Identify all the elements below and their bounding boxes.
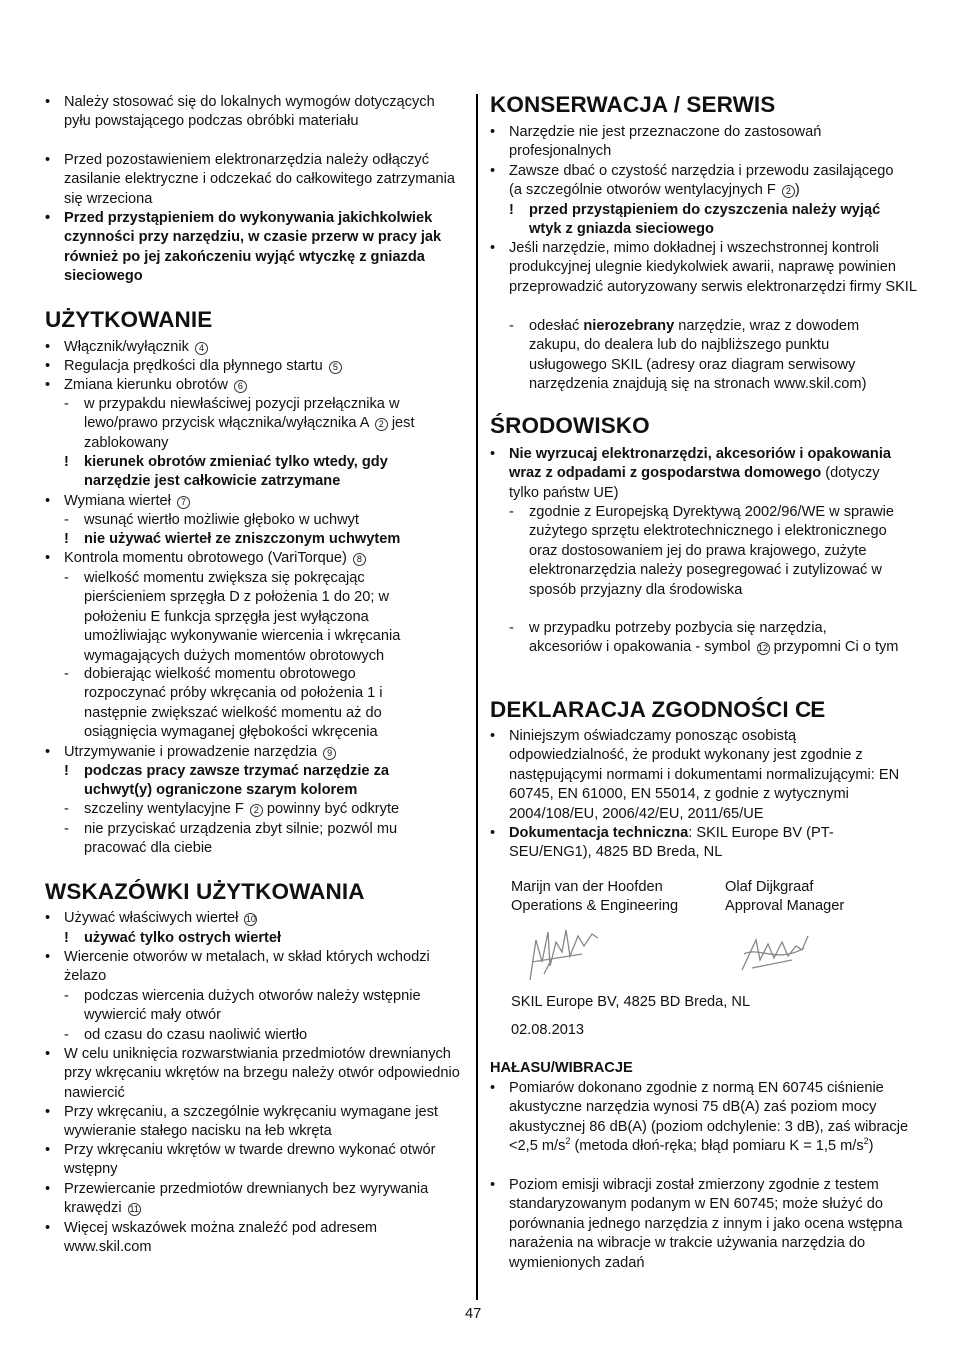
ref-number: 6: [234, 380, 247, 393]
list-item: • Włącznik/wyłącznik 4: [45, 338, 465, 357]
ref-number: 12: [757, 643, 768, 654]
ref-number: 9: [323, 747, 336, 760]
list-item: • Należy stosować się do lokalnych wymogów dotyczących pyłu powstającego podczas obróbki materiału: [45, 93, 465, 132]
list-item: • Pomiarów dokonano zgodnie z normą EN 60745 ciśnienie akustyczne narzędzia wynosi 75 dB(A) zaś poziom mocy akustycznej 86 dB(A) (poziom odchylenie: 3 dB), zaś wibracje <2,5 $m/s^2$ (metoda dłoń-ręka; błąd pomiaru K = 1,5 $m/s^2$): [490, 1079, 910, 1157]
list-item: • Dokumentacja techniczna: SKIL Europe BV (PT-SEU/ENG1), 4825 BD Breda, NL: [490, 824, 910, 863]
list-subitem: - dobierając wielkość momentu obrotowego rozpoczynać próby wkręcania od położenia 1 i następnie zwiększać wielkość momentu aż do osiągnięcia wymaganej głębokości wkręcenia: [64, 665, 414, 743]
ref-number: 10: [245, 914, 256, 924]
list-item: • Przy wkręcaniu wkrętów w twarde drewno wykonać otwór wstępny: [45, 1141, 465, 1180]
list-item: • Niniejszym oświadczamy ponosząc osobistą odpowiedzialność, że produkt wykonany jest zgodnie z następującymi normami i dokumentami normalizującymi: EN 60745, EN 61000, EN 55014, z godnie z wytycznymi 2004/108/EU, 2006/42/EU, 2011/65/UE: [490, 727, 910, 824]
list-subitem: - zgodnie z Europejską Dyrektywą 2002/96/WE w sprawie zużytego sprzętu elektrotechnicznego i elektronicznego oraz dostosowaniem jej do prawa krajowego, zużyte elektronarzędzia należy posegregować i zutylizować w sposób przyjazny dla środowiska: [509, 503, 899, 600]
ref-number: 2: [250, 804, 263, 817]
list-subitem: - nie przyciskać urządzenia zbyt silnie; pozwól mu pracować dla ciebie: [64, 820, 429, 859]
list-item: • Wymiana wierteł 7: [45, 492, 465, 511]
list-item: • Przed pozostawieniem elektronarzędzia należy odłączyć zasilanie elektryczne i odczekać do całkowitego zatrzymania się wrzeciona: [45, 151, 465, 209]
ref-number: 11: [129, 1204, 139, 1215]
section-heading-deklaracja: DEKLARACJA ZGODNOŚCI CE: [490, 697, 825, 722]
warning-item: ! podczas pracy zawsze trzymać narzędzie za uchwyt(y) ograniczone szarym kolorem: [64, 762, 429, 801]
warning-item: ! przed przystąpieniem do czyszczenia należy wyjąć wtyk z gniazda sieciowego: [509, 201, 891, 240]
list-item: • Więcej wskazówek można znaleźć pod adresem www.skil.com: [45, 1219, 465, 1258]
ref-number: 2: [375, 418, 388, 431]
list-item: • Jeśli narzędzie, mimo dokładnej i wszechstronnej kontroli produkcyjnej ulegnie kiedykolwiek awarii, naprawę powinien przeprowadzić autoryzowany serwis elektronarzędzi firmy SKIL: [490, 239, 919, 297]
list-item: • Przewiercanie przedmiotów drewnianych bez wyrywania krawędzi 11: [45, 1180, 465, 1219]
list-item: • Kontrola momentu obrotowego (VariTorque) 8: [45, 549, 465, 568]
list-item: • Przed przystąpieniem do wykonywania jakichkolwiek czynności przy narzędziu, w czasie przerw w pracy jak również po jej zakończeniu wyjąć wtyczkę z gniazda sieciowego: [45, 209, 444, 287]
list-item: • W celu uniknięcia rozwarstwiania przedmiotów drewnianych przy wkręcaniu wkrętów na brzegu należy otwór odpowiednio nawiercić: [45, 1045, 465, 1103]
list-subitem: - w przypakdu niewłaściwej pozycji przełącznika w lewo/prawo przycisk włącznika/wyłącznika A 2 jest zablokowany: [64, 395, 429, 453]
list-item: • Zmiana kierunku obrotów 6: [45, 376, 465, 395]
list-item: • Wiercenie otworów w metalach, w skład których wchodzi żelazo: [45, 948, 465, 987]
list-item: • Przy wkręcaniu, a szczególnie wykręcaniu wymagane jest wywieranie stałego nacisku na łeb wkręta: [45, 1103, 465, 1142]
section-heading-konserwacja: KONSERWACJA / SERWIS: [490, 92, 776, 117]
list-subitem: - wielkość momentu zwiększa się pokręcając pierścieniem sprzęgła D z położenia 1 do 20; w położeniu E funkcja sprzęgła jest wyłączona umożliwiając wykonywanie wiercenia i wkręcania wymagających dużych momentów obrotowych: [64, 569, 429, 666]
section-heading-uzytkowanie: UŻYTKOWANIE: [45, 307, 213, 332]
page-number: 47: [465, 1306, 482, 1322]
list-subitem: - odesłać nierozebrany narzędzie, wraz z dowodem zakupu, do dealera lub do najbliższego punktu usługowego SKIL (adresy oraz diagram serwisowy narzędzenia znajdują się na stronach www.skil.com): [509, 317, 897, 395]
ref-number: 5: [329, 361, 342, 374]
list-item: • Nie wyrzucaj elektronarzędzi, akcesoriów i opakowania wraz z odpadami z gospodarstwa domowego (dotyczy tylko państw UE): [490, 445, 910, 503]
list-subitem: - szczeliny wentylacyjne F 2 powinny być odkryte: [64, 800, 454, 819]
signatory-1: Marijn van der Hoofden Operations & Engineering: [511, 879, 679, 915]
declaration-date: 02.08.2013: [511, 1022, 585, 1038]
column-divider: [476, 94, 478, 1300]
signature-1-image: [522, 922, 602, 984]
list-subitem: - podczas wiercenia dużych otworów należy wstępnie wywiercić mały otwór: [64, 987, 454, 1026]
list-item: • Narzędzie nie jest przeznaczone do zastosowań profesjonalnych: [490, 123, 910, 162]
list-subitem: - w przypadku potrzeby pozbycia się narzędzia, akcesoriów i opakowania - symbol 12 przypomni Ci o tym: [509, 619, 899, 658]
signatory-2: Olaf Dijkgraaf Approval Manager: [725, 879, 845, 915]
list-item: • Utrzymywanie i prowadzenie narzędzia 9: [45, 743, 465, 762]
list-item: • Zawsze dbać o czystość narzędzia i przewodu zasilającego (a szczególnie otworów wentylacyjnych F 2 ): [490, 162, 910, 201]
section-heading-wskazowki: WSKAZÓWKI UŻYTKOWANIA: [45, 879, 365, 904]
list-item: • Regulacja prędkości dla płynnego startu 5: [45, 357, 465, 376]
ref-number: 8: [353, 553, 366, 566]
list-item: • Używać właściwych wierteł 10: [45, 909, 465, 928]
section-heading-srodowisko: ŚRODOWISKO: [490, 413, 650, 438]
ce-mark: CE: [795, 697, 825, 722]
signature-2-image: [738, 930, 813, 976]
ref-number: 2: [782, 185, 795, 198]
section-heading-halas: HAŁASU/WIBRACJE: [490, 1060, 633, 1076]
list-item: • Poziom emisji wibracji został zmierzony zgodnie z testem standaryzowanym podanym w EN 60745; może służyć do porównania jednego narzędzia z innym i jako ocena wstępna narażenia na wibracje w trakcie używania narzędzia do wymienionych zadań: [490, 1176, 919, 1273]
company-address: SKIL Europe BV, 4825 BD Breda, NL: [511, 994, 751, 1010]
list-subitem: - wsunąć wiertło możliwie głęboko w uchwyt: [64, 511, 454, 530]
warning-item: ! używać tylko ostrych wierteł: [64, 929, 464, 948]
warning-item: ! nie używać wierteł ze zniszczonym uchwytem: [64, 530, 464, 549]
ref-number: 4: [195, 342, 208, 355]
ref-number: 7: [177, 496, 190, 509]
list-subitem: - od czasu do czasu naoliwić wiertło: [64, 1026, 454, 1045]
warning-item: ! kierunek obrotów zmieniać tylko wtedy, gdy narzędzie jest całkowicie zatrzymane: [64, 453, 429, 492]
